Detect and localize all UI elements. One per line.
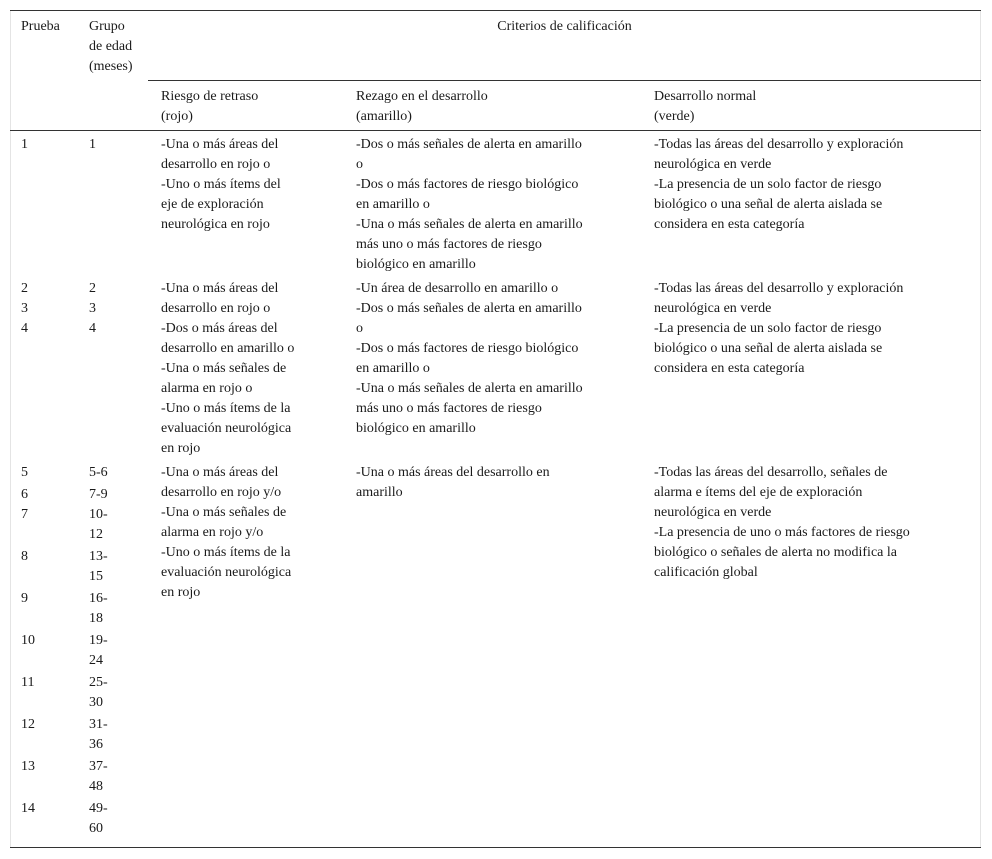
header-prueba: Prueba bbox=[21, 19, 60, 34]
age-group: 2 bbox=[89, 281, 96, 296]
age-group: 49- 60 bbox=[89, 801, 108, 836]
age-group: 4 bbox=[89, 321, 96, 336]
age-group: 25- 30 bbox=[89, 675, 108, 710]
criteria-header-rule bbox=[148, 80, 981, 81]
prueba-number: 12 bbox=[21, 717, 35, 732]
age-group: 1 bbox=[89, 137, 96, 152]
row-3-rezago: -Una o más áreas del desarrollo en amarillo bbox=[356, 465, 550, 500]
age-group: 10- 12 bbox=[89, 507, 108, 542]
prueba-number: 4 bbox=[21, 321, 28, 336]
row-2-normal: -Todas las áreas del desarrollo y exploración neurológica en verde -La presencia de un solo factor de riesgo biológico o una señal de alerta aislada se considera en esta categoría bbox=[654, 281, 904, 376]
row-2-riesgo: -Una o más áreas del desarrollo en rojo o -Dos o más áreas del desarrollo en amarillo o -Una o más señales de alarma en rojo o -Uno o más ítems de la evaluación neurológica en rojo bbox=[161, 281, 295, 456]
prueba-number: 6 bbox=[21, 487, 28, 502]
age-group: 16- 18 bbox=[89, 591, 108, 626]
prueba-number: 3 bbox=[21, 301, 28, 316]
header-bottom-rule bbox=[10, 130, 981, 131]
age-group: 19- 24 bbox=[89, 633, 108, 668]
row-1-pruebas bbox=[21, 135, 28, 155]
prueba-number: 11 bbox=[21, 675, 35, 690]
row-3-pruebas bbox=[21, 463, 35, 841]
row-2-edades bbox=[89, 279, 96, 339]
header-riesgo: Riesgo de retraso (rojo) bbox=[161, 89, 259, 124]
prueba-number: 14 bbox=[21, 801, 35, 816]
header-criterios: Criterios de calificación bbox=[497, 19, 632, 34]
prueba-number: 9 bbox=[21, 591, 28, 606]
prueba-number: 13 bbox=[21, 759, 35, 774]
prueba-number: 2 bbox=[21, 281, 28, 296]
table-bottom-rule bbox=[10, 847, 981, 848]
row-2-pruebas bbox=[21, 279, 28, 339]
age-group: 31- 36 bbox=[89, 717, 108, 752]
prueba-number: 1 bbox=[21, 137, 28, 152]
row-1-edades bbox=[89, 135, 96, 155]
age-group: 13- 15 bbox=[89, 549, 108, 584]
row-3-riesgo: -Una o más áreas del desarrollo en rojo y/o -Una o más señales de alarma en rojo y/o -Uno o más ítems de la evaluación neurológica en rojo bbox=[161, 465, 292, 600]
header-grupo-line: de edad bbox=[89, 39, 133, 54]
row-3-edades bbox=[89, 463, 108, 841]
table-top-rule bbox=[10, 10, 981, 11]
age-group: 3 bbox=[89, 301, 96, 316]
header-grupo-line: (meses) bbox=[89, 59, 133, 74]
row-3-normal: -Todas las áreas del desarrollo, señales de alarma e ítems del eje de exploración neurológica en verde -La presencia de uno o más factores de riesgo biológico o señales de alerta no modifica la calificación global bbox=[654, 465, 910, 580]
row-1-normal: -Todas las áreas del desarrollo y exploración neurológica en verde -La presencia de un solo factor de riesgo biológico o una señal de alerta aislada se considera en esta categoría bbox=[654, 137, 904, 232]
row-2-rezago: -Un área de desarrollo en amarillo o -Dos o más señales de alerta en amarillo o -Dos o más factores de riesgo biológico en amarillo o -Una o más señales de alerta en amarillo más uno o más factores de riesgo biológico en amarillo bbox=[356, 281, 583, 436]
row-1-rezago: -Dos o más señales de alerta en amarillo o -Dos o más factores de riesgo biológico en amarillo o -Una o más señales de alerta en amarillo más uno o más factores de riesgo biológico en amarillo bbox=[356, 137, 583, 272]
prueba-number: 10 bbox=[21, 633, 35, 648]
prueba-number: 8 bbox=[21, 549, 28, 564]
age-group: 7-9 bbox=[89, 487, 108, 502]
age-group: 37- 48 bbox=[89, 759, 108, 794]
prueba-number: 7 bbox=[21, 507, 28, 522]
header-rezago: Rezago en el desarrollo (amarillo) bbox=[356, 89, 488, 124]
header-normal: Desarrollo normal (verde) bbox=[654, 89, 757, 124]
header-grupo-edad bbox=[89, 17, 149, 77]
row-1-riesgo: -Una o más áreas del desarrollo en rojo o -Uno o más ítems del eje de exploración neurológica en rojo bbox=[161, 137, 281, 232]
header-grupo-line: Grupo bbox=[89, 19, 125, 34]
prueba-number: 5 bbox=[21, 465, 28, 480]
age-group: 5-6 bbox=[89, 465, 108, 480]
